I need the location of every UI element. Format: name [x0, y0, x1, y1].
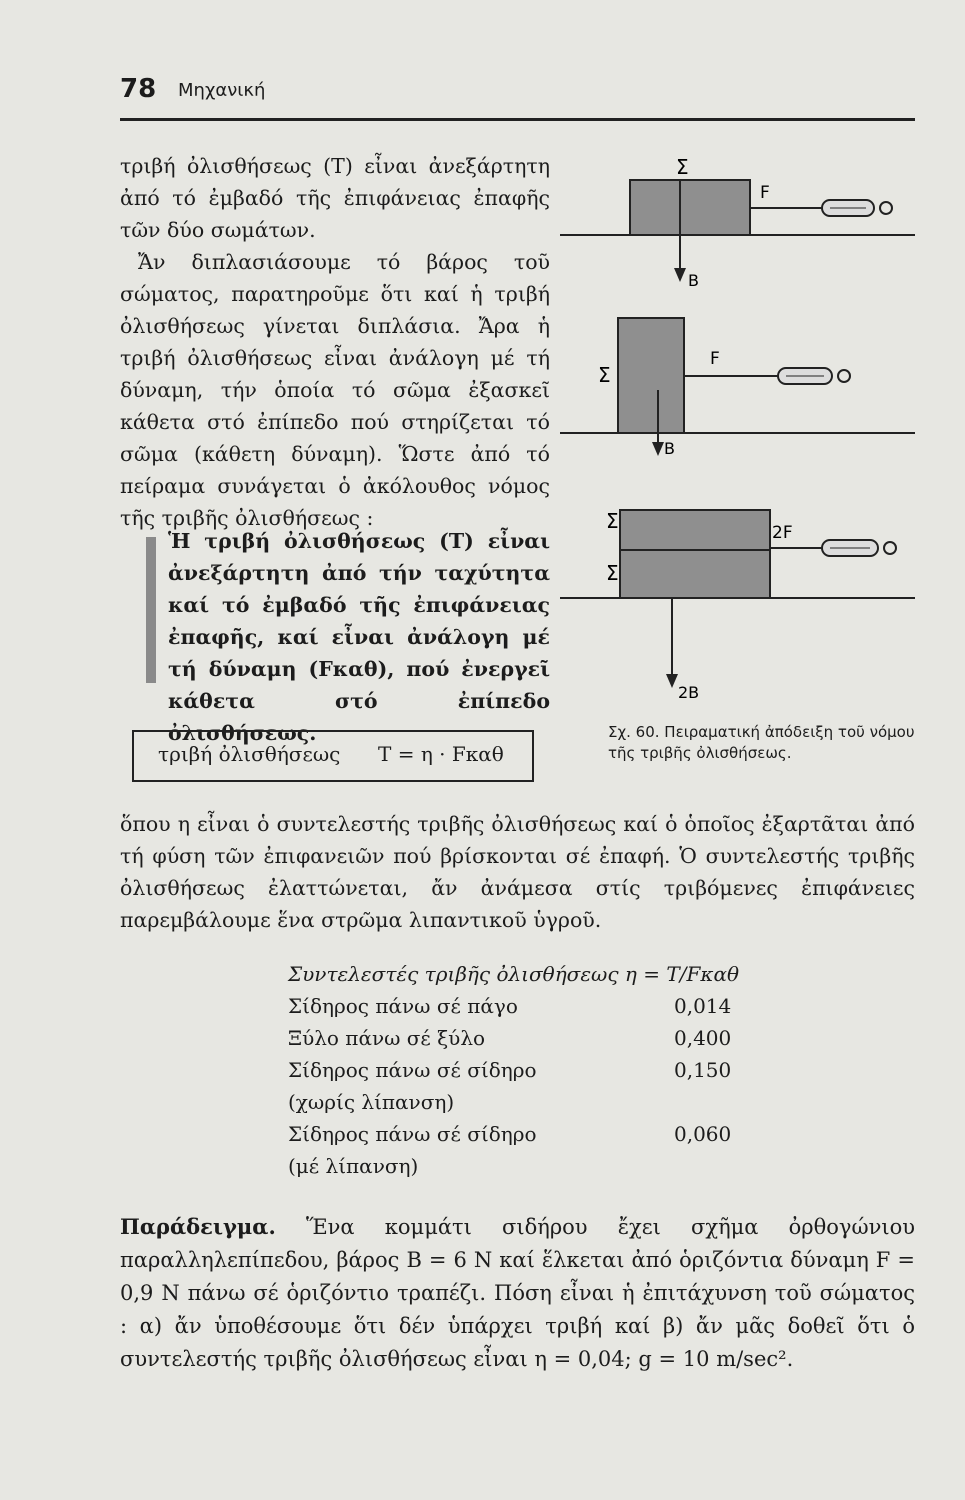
friction-experiment-diagram — [560, 150, 915, 720]
body-text — [120, 808, 915, 936]
page-header — [120, 74, 915, 124]
law-statement: Ἡ τριβή ὀλισθήσεως (Τ) εἶναι ἀνεξάρτητη ἀπό τήν ταχύτητα καί τό ἐμβαδό τῆς ἐπιφάνειας ἐπαφῆς, καί εἶναι ἀνάλογη μέ τή δύναμη (Fκαθ), πού ἐνεργεῖ κάθετα στό ἐπίπεδο ὀλισθήσεως. — [168, 529, 550, 745]
panel-single-weight — [560, 155, 915, 290]
intro-column — [120, 150, 550, 534]
label-double-force: 2F — [772, 523, 793, 543]
formula-equation: Τ = η · Fκαθ — [378, 742, 504, 766]
material-note: (μέ λίπανση) — [288, 1154, 419, 1178]
intro-paragraph-1: τριβή ὀλισθήσεως (Τ) εἶναι ἀνεξάρτητη ἀπό τό ἐμβαδό τῆς ἐπιφάνειας ἐπαφῆς τῶν δύο σωμάτων. — [120, 154, 550, 242]
coefficient-value: 0,400 — [674, 1026, 732, 1050]
coefficient-explanation: ὅπου η εἶναι ὁ συντελεστής τριβῆς ὀλισθήσεως καί ὁ ὁποῖος ἐξαρτᾶται ἀπό τή φύση τῶν ἐπιφανειῶν πού βρίσκονται σέ ἐπαφή. Ὁ συντελεστής τριβῆς ὀλισθήσεως ἐλαττώνεται, ἄν ἀνάμεσα στίς τριβόμενες ἐπιφάνειες παρεμβάλουμε ἕνα στρῶμα λιπαντικοῦ ὑγροῦ. — [120, 812, 915, 932]
example-label: Παράδειγμα. — [120, 1214, 276, 1239]
coefficient-value: 0,150 — [674, 1058, 732, 1082]
table-row — [288, 1154, 748, 1186]
table-row — [288, 994, 748, 1026]
worked-example — [120, 1210, 915, 1376]
table-row — [288, 1090, 748, 1122]
material-pair: Σίδηρος πάνω σέ σίδηρο — [288, 1122, 537, 1146]
table-heading: Συντελεστές τριβῆς ὀλισθήσεως η = Τ/Fκαθ — [288, 962, 739, 986]
formula-box — [132, 730, 534, 782]
coefficient-value: 0,060 — [674, 1122, 732, 1146]
material-note: (χωρίς λίπανση) — [288, 1090, 455, 1114]
scale-hook-icon — [838, 370, 850, 382]
intro-paragraph-2: Ἄν διπλασιάσουμε τό βάρος τοῦ σώματος, παρατηροῦμε ὅτι καί ἡ τριβή ὀλισθήσεως γίνεται διπλάσια. Ἄρα ἡ τριβή ὀλισθήσεως εἶναι ἀνάλογη μέ τή δύναμη, τήν ὁποία τό σῶμα ἐξασκεῖ κάθετα στό ἐπίπεδο πού στηρίζεται τό σῶμα (κάθετη δύναμη). Ὥστε ἀπό τό πείραμα συνάγεται ὁ ἀκόλουθος νόμος τῆς τριβῆς ὀλισθήσεως : — [120, 250, 550, 530]
table-row — [288, 1026, 748, 1058]
label-force: F — [710, 349, 720, 369]
label-weight: B — [664, 439, 675, 458]
table-row — [288, 1058, 748, 1090]
coefficient-value: 0,014 — [674, 994, 732, 1018]
material-pair: Σίδηρος πάνω σέ σίδηρο — [288, 1058, 537, 1082]
formula-label: τριβή ὀλισθήσεως — [158, 742, 341, 766]
example-paragraph — [120, 1210, 915, 1376]
example-text: Ἕνα κομμάτι σιδήρου ἔχει σχῆμα ὀρθογώνιου παραλληλεπίπεδου, βάρος B = 6 N καί ἕλκεται ἀπό ὁριζόντια δύναμη F = 0,9 N πάνω σέ ὁριζόντιο τραπέζι. Πόση εἶναι ἡ ἐπιτάχυνση τοῦ σώματος : α) ἄν ὑποθέσουμε ὅτι δέν ὑπάρχει τριβή καί β) ἄν μᾶς δοθεῖ ὅτι ὁ συντελεστής τριβῆς ὀλισθήσεως εἶναι η = 0,04; g = 10 m/sec². — [120, 1215, 915, 1371]
block — [618, 318, 684, 433]
block — [630, 180, 750, 235]
label-sigma: Σ — [598, 363, 611, 387]
running-title: Μηχανική — [178, 80, 266, 101]
figure-caption: Σχ. 60. Πειραματική ἀπόδειξη τοῦ νόμου τῆς τριβῆς ὀλισθήσεως. — [608, 723, 915, 762]
weight-arrow-head — [652, 442, 664, 456]
law-marker-bar — [146, 537, 156, 683]
label-sigma-lower: Σ — [606, 561, 619, 585]
panel-double-weight — [560, 509, 915, 702]
scale-hook-icon — [880, 202, 892, 214]
material-pair: Σίδηρος πάνω σέ πάγο — [288, 994, 518, 1018]
weight-arrow-head — [674, 268, 686, 282]
header-rule — [120, 118, 915, 121]
label-sigma-upper: Σ — [606, 509, 619, 533]
friction-law — [120, 525, 550, 745]
weight-arrow-head — [666, 674, 678, 688]
upper-block — [620, 510, 770, 550]
panel-upright-block — [560, 318, 915, 458]
material-pair: Ξύλο πάνω σέ ξύλο — [288, 1026, 486, 1050]
label-weight: B — [688, 271, 699, 290]
lower-block — [620, 550, 770, 598]
label-double-weight: 2B — [678, 683, 700, 702]
friction-coefficient-table — [288, 962, 748, 1186]
page-number: 78 — [120, 74, 157, 104]
scale-hook-icon — [884, 542, 896, 554]
table-row — [288, 1122, 748, 1154]
figure-60 — [560, 150, 915, 720]
label-force: F — [760, 183, 770, 203]
label-sigma: Σ — [676, 155, 689, 179]
